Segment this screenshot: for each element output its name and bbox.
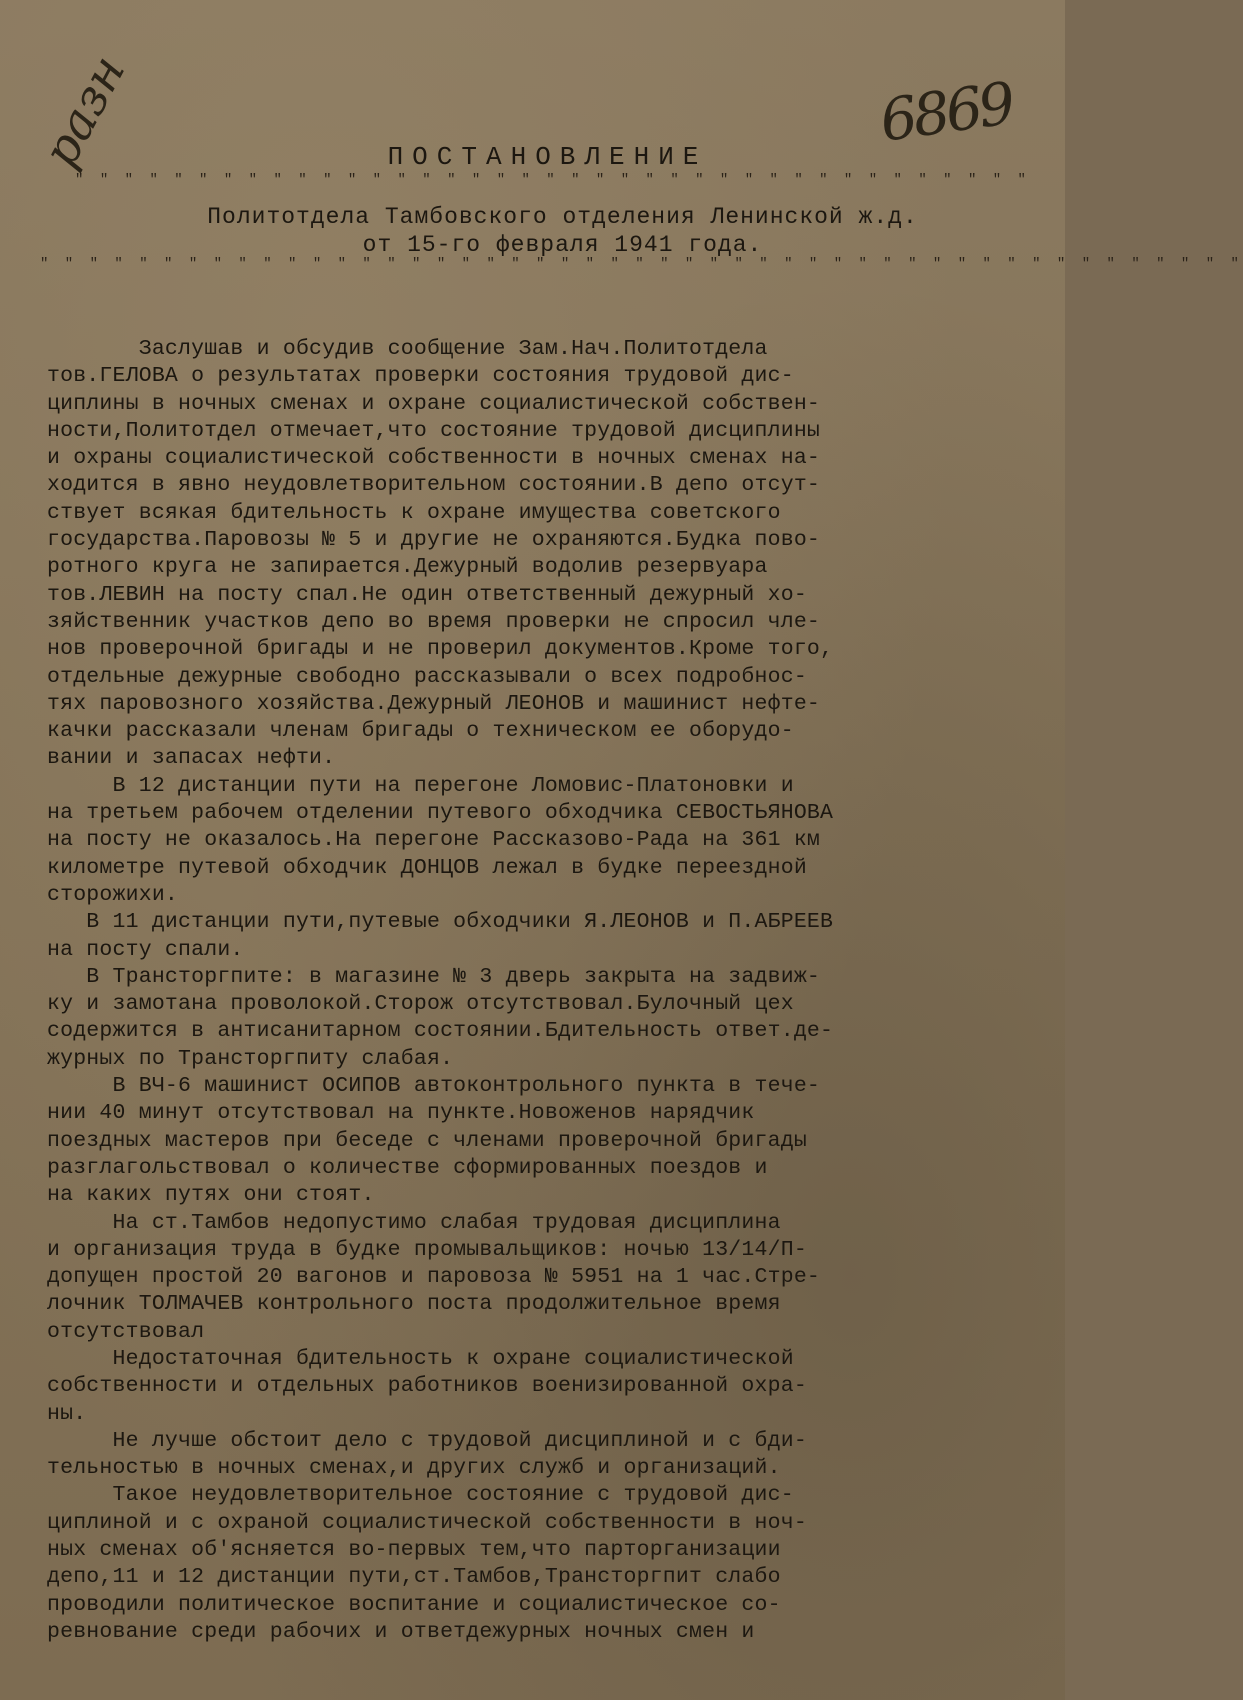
body-line: разглагольствовал о количестве сформированных поездов и [47, 1155, 768, 1180]
body-line: качки рассказали членам бригады о техническом ее оборудо- [47, 719, 794, 744]
body-line: циплиной и с охраной социалистической собственности в ноч- [47, 1510, 807, 1535]
body-line: ности,Политотдел отмечает,что состояние трудовой дисциплины [47, 418, 821, 443]
body-line: ку и замотана проволокой.Сторож отсутствовал.Булочный цех [47, 992, 794, 1017]
body-line: На ст.Тамбов недопустимо слабая трудовая дисциплина [47, 1210, 781, 1235]
body-line: на каких путях они стоят. [47, 1183, 375, 1208]
body-line: на третьем рабочем отделении путевого обходчика СЕВОСТЬЯНОВА [47, 801, 834, 826]
body-line: Заслушав и обсудив сообщение Зам.Нач.Политотдела [47, 337, 768, 361]
body-line: Недостаточная бдительность к охране социалистической [47, 1346, 794, 1371]
document-subtitle-date: от 15-го февраля 1941 года. [362, 232, 763, 258]
body-line: зяйственник участков депо во время проверки не спросил чле- [47, 609, 821, 634]
body-line: ротного круга не запирается.Дежурный водолив резервуара [47, 555, 768, 580]
body-line: Не лучше обстоит дело с трудовой дисциплиной и с бди- [47, 1428, 807, 1453]
body-line: тов.ЛЕВИН на посту спал.Не один ответственный дежурный хо- [47, 582, 807, 607]
body-line: на посту спали. [47, 937, 244, 962]
body-line: ны. [47, 1401, 87, 1426]
body-line: тях паровозного хозяйства.Дежурный ЛЕОНОВ и машинист нефте- [47, 691, 821, 716]
body-line: отсутствовал [47, 1319, 205, 1344]
document-subtitle-issuer: Политотдела Тамбовского отделения Ленинской ж.д. [207, 204, 918, 230]
body-line: нов проверочной бригады и не проверил документов.Кроме того, [47, 637, 834, 662]
body-line: В 11 дистанции пути,путевые обходчики Я.ЛЕОНОВ и П.АБРЕЕВ [47, 910, 834, 935]
body-line: В Трансторгпите: в магазине № 3 дверь закрыта на задвиж- [47, 964, 821, 989]
handwritten-page-number: 6869 [875, 69, 1016, 155]
body-line: В 12 дистанции пути на перегоне Ломовис-Платоновки и [47, 773, 794, 798]
body-line: тельностью в ночных сменах,и других служб и организаций. [47, 1456, 781, 1481]
body-line: вании и запасах нефти. [47, 746, 336, 771]
body-line: и организация труда в будке промывальщиков: ночью 13/14/П- [47, 1237, 807, 1262]
body-line: государства.Паровозы № 5 и другие не охраняются.Будка пово- [47, 528, 821, 553]
body-line: километре путевой обходчик ДОНЦОВ лежал в будке переездной [47, 855, 807, 880]
body-line: проводили политическое воспитание и социалистическое со- [47, 1592, 781, 1617]
body-line: нии 40 минут отсутствовал на пункте.Новоженов нарядчик [47, 1101, 755, 1126]
body-line: Такое неудовлетворительное состояние с трудовой дис- [47, 1483, 794, 1508]
body-line: журных по Трансторгпиту слабая. [47, 1046, 454, 1071]
body-line: ствует всякая бдительность к охране имущества советского [47, 500, 781, 525]
body-line: собственности и отдельных работников военизированной охра- [47, 1374, 807, 1399]
body-line: отдельные дежурные свободно рассказывали о всех подробнос- [47, 664, 807, 689]
document-title: ПОСТАНОВЛЕНИЕ [387, 142, 708, 172]
body-line: допущен простой 20 вагонов и паровоза № 5951 на 1 час.Стре- [47, 1265, 821, 1290]
document-body [47, 336, 1037, 1646]
body-line: депо,11 и 12 дистанции пути,ст.Тамбов,Трансторгпит слабо [47, 1565, 781, 1590]
body-line: лочник ТОЛМАЧЕВ контрольного поста продолжительное время [47, 1292, 781, 1317]
body-line: и охраны социалистической собственности в ночных сменах на- [47, 446, 821, 471]
body-line: сторожихи. [47, 882, 179, 907]
body-line: на посту не оказалось.На перегоне Рассказово-Рада на 361 км [47, 828, 821, 853]
body-line: тов.ГЕЛОВА о результатах проверки состояния трудовой дис- [47, 364, 794, 389]
body-line: ходится в явно неудовлетворительном состоянии.В депо отсут- [47, 473, 821, 498]
title-underline-decoration: " " " " " " " " " " " " " " " " " " " " " " " " " " " " " " " " " " " " " " " [75, 172, 1030, 188]
body-line: циплины в ночных сменах и охране социалистической собствен- [47, 391, 821, 416]
body-line: В ВЧ-6 машинист ОСИПОВ автоконтрольного пункта в течe- [47, 1074, 821, 1099]
body-line: поездных мастеров при беседе с членами проверочной бригады [47, 1128, 807, 1153]
body-line: содержится в антисанитарном состоянии.Бдительность ответ.де- [47, 1019, 834, 1044]
header-separator-decoration: " " " " " " " " " " " " " " " " " " " " " " " " " " " " " " " " " " " " " " " " " " " " " " " " " [40, 256, 1243, 272]
body-line: ревнование среди рабочих и ответдежурных ночных смен и [47, 1619, 755, 1644]
body-line: ных сменах об'ясняется во-первых тем,что парторганизации [47, 1538, 781, 1563]
handwritten-margin-note: разн [32, 46, 137, 177]
